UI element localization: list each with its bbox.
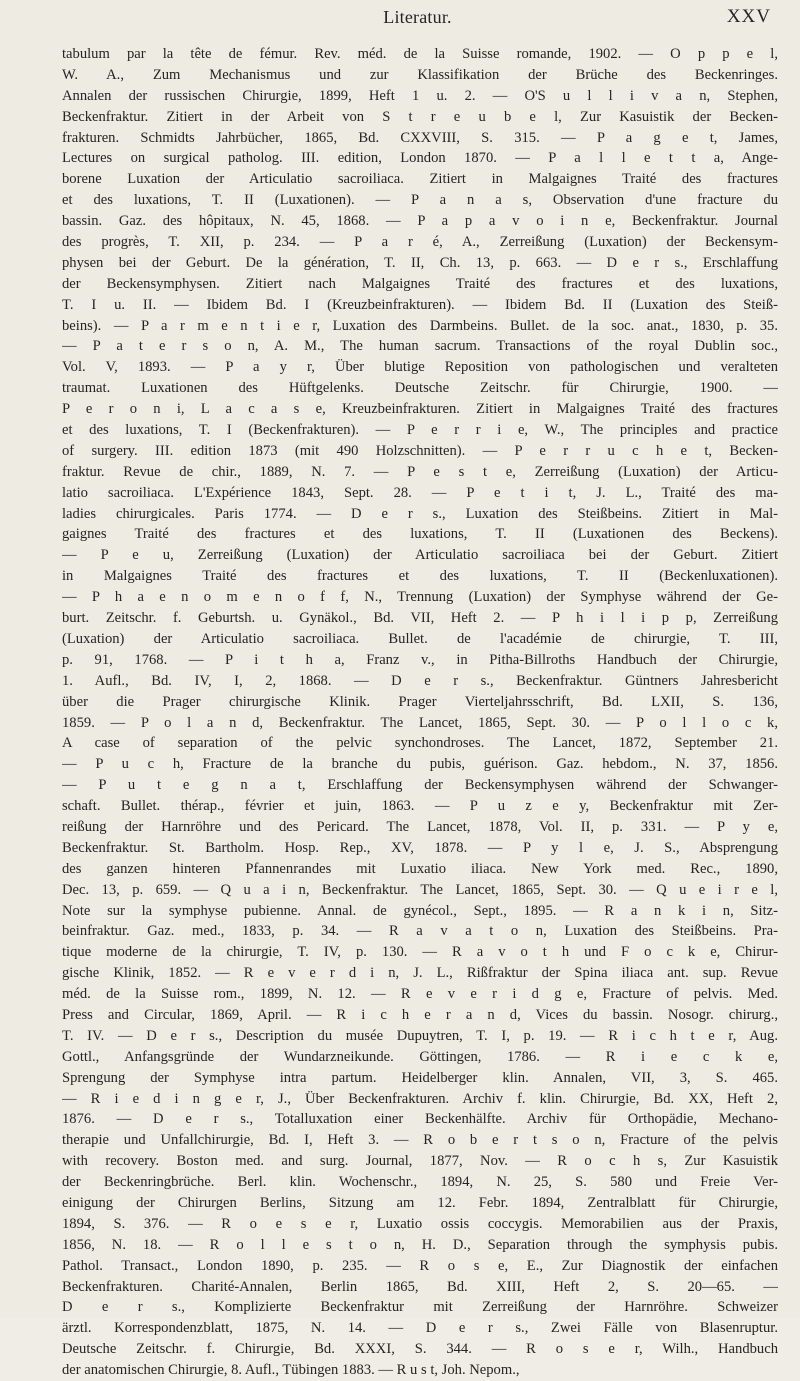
text-line: (Luxation) der Articulatio sacroiliaca. Bullet. de l'académie de chirurgie, T. III, xyxy=(62,630,778,647)
text-line: borene Luxation der Articulatio sacroiliaca. Zitiert in Malgaignes Traité des fractures xyxy=(62,171,778,188)
text-line: Vol. V, 1893. — P a y r, Über blutige Reposition von pathologischen und veralteten xyxy=(62,359,778,376)
text-line: tabulum par la tête de fémur. Rev. méd. de la Suisse romande, 1902. — O p p e l, xyxy=(62,46,778,62)
text-line: Gottl., Anfangsgründe der Wundarzneikunde. Göttingen, 1786. — R i e c k e, xyxy=(62,1048,778,1065)
text-line: latio sacroiliaca. L'Expérience 1843, Sept. 28. — P e t i t, J. L., Traité des ma- xyxy=(62,484,778,501)
text-line: über die Prager chirurgische Klinik. Prager Vierteljahrsschrift, Bd. LXII, S. 136, xyxy=(62,693,778,710)
text-line: des ganzen hinteren Pfannenrandes mit Luxatio iliaca. New York med. Rec., 1890, xyxy=(62,860,778,877)
text-line: T. IV. — D e r s., Description du musée Dupuytren, T. I, p. 19. — R i c h t e r, Aug. xyxy=(62,1027,778,1044)
text-line: ladies chirurgicales. Paris 1774. — D e r s., Luxation des Steißbeins. Zitiert in Mal- xyxy=(62,505,778,522)
text-line: 1856, N. 18. — R o l l e s t o n, H. D., Separation through the symphysis pubis. xyxy=(62,1236,778,1253)
text-line: bassin. Gaz. des hôpitaux, N. 45, 1868. — P a p a v o i n e, Beckenfraktur. Journal xyxy=(62,213,778,230)
text-line: — P e u, Zerreißung (Luxation) der Articulatio sacroiliaca bei der Geburt. Zitiert xyxy=(62,547,778,564)
text-line: in Malgaignes Traité des fractures et des luxations, T. II (Beckenluxationen). xyxy=(62,568,778,585)
text-line: A case of separation of the pelvic synchondroses. The Lancet, 1872, September 21. xyxy=(62,735,778,752)
text-line: with recovery. Boston med. and surg. Journal, 1877, Nov. — R o c h s, Zur Kasuistik xyxy=(62,1153,778,1170)
text-line: ärztl. Korrespondenzblatt, 1875, N. 14. — D e r s., Zwei Fälle von Blasenruptur. xyxy=(62,1320,778,1337)
text-line: p. 91, 1768. — P i t h a, Franz v., in Pitha-Billroths Handbuch der Chirurgie, xyxy=(62,651,778,668)
text-line: — P u c h, Fracture de la branche du pubis, guérison. Gaz. hebdom., N. 37, 1856. xyxy=(62,756,778,773)
text-line: 1894, S. 376. — R o e s e r, Luxatio ossis coccygis. Memorabilien aus der Praxis, xyxy=(62,1215,778,1232)
text-line: frakturen. Schmidts Jahrbücher, 1865, Bd. CXXVIII, S. 315. — P a g e t, James, xyxy=(62,129,778,146)
text-line: of surgery. III. edition 1873 (mit 490 Holzschnitten). — P e r r u c h e t, Becken- xyxy=(62,442,778,459)
text-line: fraktur. Revue de chir., 1889, N. 7. — P e s t e, Zerreißung (Luxation) der Articu- xyxy=(62,463,778,480)
text-line: Deutsche Zeitschr. f. Chirurgie, Bd. XXXI, S. 344. — R o s e r, Wilh., Handbuch xyxy=(62,1341,778,1358)
text-line: méd. de la Suisse rom., 1899, N. 12. — R e v e r i d g e, Fracture of pelvis. Med. xyxy=(62,986,778,1003)
text-line: physen bei der Geburt. De la génération, T. II, Ch. 13, p. 663. — D e r s., Erschlaffung xyxy=(62,254,778,271)
text-line: beins). — P a r m e n t i e r, Luxation des Darmbeins. Bullet. de la soc. anat., 1830, p. 35. xyxy=(62,317,778,334)
text-line: tique moderne de la chirurgie, T. IV, p. 130. — R a v o t h und F o c k e, Chirur- xyxy=(62,944,778,961)
text-line: schaft. Bullet. thérap., février et juin, 1863. — P u z e y, Beckenfraktur mit Zer- xyxy=(62,798,778,815)
text-line: 1859. — P o l a n d, Beckenfraktur. The Lancet, 1865, Sept. 30. — P o l l o c k, xyxy=(62,714,778,731)
text-line: 1. Aufl., Bd. IV, I, 2, 1868. — D e r s., Beckenfraktur. Güntners Jahresbericht xyxy=(62,672,778,689)
text-line: et des luxations, T. II (Luxationen). — P a n a s, Observation d'une fracture du xyxy=(62,192,778,209)
running-title: Literatur. xyxy=(383,7,452,27)
text-line: Lectures on surgical patholog. III. edition, London 1870. — P a l l e t t a, Ange- xyxy=(62,150,778,167)
text-line: — P h a e n o m e n o f f, N., Trennung (Luxation) der Symphyse während der Ge- xyxy=(62,589,778,606)
text-line: therapie und Unfallchirurgie, Bd. I, Heft 3. — R o b e r t s o n, Fracture of the pelvis xyxy=(62,1132,778,1149)
text-line: Pathol. Transact., London 1890, p. 235. — R o s e, E., Zur Diagnostik der einfachen xyxy=(62,1257,778,1274)
text-line: der Beckensymphysen. Zitiert nach Malgaignes Traité des fractures et des luxations, xyxy=(62,275,778,292)
page-number: XXV xyxy=(726,6,771,27)
text-line: — P u t e g n a t, Erschlaffung der Beckensymphysen während der Schwanger- xyxy=(62,777,778,794)
text-line: P e r o n i, L a c a s e, Kreuzbeinfrakturen. Zitiert in Malgaignes Traité des fractures xyxy=(62,401,778,418)
text-line: et des luxations, T. I (Beckenfrakturen). — P e r r i e, W., The principles and practice xyxy=(62,422,778,439)
text-line: Annalen der russischen Chirurgie, 1899, Heft 1 u. 2. — O'S u l l i v a n, Stephen, xyxy=(62,87,778,104)
text-line: T. I u. II. — Ibidem Bd. I (Kreuzbeinfrakturen). — Ibidem Bd. II (Luxation des Steiß- xyxy=(62,296,778,313)
text-line: 1876. — D e r s., Totalluxation einer Beckenhälfte. Archiv für Orthopädie, Mechano- xyxy=(62,1111,778,1128)
text-line: — P a t e r s o n, A. M., The human sacrum. Transactions of the royal Dublin soc., xyxy=(62,338,778,355)
page-header xyxy=(64,3,771,29)
text-line: Dec. 13, p. 659. — Q u a i n, Beckenfraktur. The Lancet, 1865, Sept. 30. — Q u e i r e l, xyxy=(62,881,778,898)
text-line: W. A., Zum Mechanismus und zur Klassifikation der Brüche des Beckenringes. xyxy=(62,66,778,83)
text-line: der Beckenringbrüche. Berl. klin. Wochenschr., 1894, N. 25, S. 580 und Freie Ver- xyxy=(62,1174,778,1191)
text-line: beinfraktur. Gaz. med., 1833, p. 34. — R a v a t o n, Luxation des Steißbeins. Pra- xyxy=(62,923,778,940)
text-line: Beckenfraktur. St. Bartholm. Hosp. Rep., XV, 1878. — P y l e, J. S., Absprengung xyxy=(62,839,778,856)
bibliography-text xyxy=(62,44,778,1381)
text-line: Sprengung der Symphyse intra partum. Heidelberger klin. Annalen, VII, 3, S. 465. xyxy=(62,1069,778,1086)
text-line: Beckenfraktur. Zitiert in der Arbeit von S t r e u b e l, Zur Kasuistik der Becken- xyxy=(62,108,778,125)
text-line: Note sur la symphyse pubienne. Annal. de gynécol., Sept., 1895. — R a n k i n, Sitz- xyxy=(62,902,778,919)
text-line: einigung der Chirurgen Berlins, Sitzung am 12. Febr. 1894, Zentralblatt für Chirurgie, xyxy=(62,1194,778,1211)
text-line: der anatomischen Chirurgie, 8. Aufl., Tübingen 1883. — R u s t, Joh. Nepom., xyxy=(62,1362,520,1379)
text-line: D e r s., Komplizierte Beckenfraktur mit Zerreißung der Harnröhre. Schweizer xyxy=(62,1299,778,1316)
text-line: Press and Circular, 1869, April. — R i c h e r a n d, Vices du bassin. Nosogr. chirurg., xyxy=(62,1006,778,1023)
text-line: traumat. Luxationen des Hüftgelenks. Deutsche Zeitschr. für Chirurgie, 1900. — xyxy=(62,380,778,397)
text-line: burt. Zeitschr. f. Geburtsh. u. Gynäkol., Bd. VII, Heft 2. — P h i l i p p, Zerreißung xyxy=(62,610,778,627)
text-line: des progrès, T. XII, p. 234. — P a r é, A., Zerreißung (Luxation) der Beckensym- xyxy=(62,234,778,251)
text-line: gische Klinik, 1852. — R e v e r d i n, J. L., Rißfraktur der Spina iliaca ant. sup. Revue xyxy=(62,965,778,982)
text-line: gaignes Traité des fractures et des luxations, T. II (Luxationen des Beckens). xyxy=(62,526,778,543)
text-line: — R i e d i n g e r, J., Über Beckenfrakturen. Archiv f. klin. Chirurgie, Bd. XX, Heft 2, xyxy=(62,1090,778,1107)
text-line: reißung der Harnröhre und des Pericard. The Lancet, 1878, Vol. II, p. 331. — P y e, xyxy=(62,818,778,835)
text-line: Beckenfrakturen. Charité-Annalen, Berlin 1865, Bd. XIII, Heft 2, S. 20—65. — xyxy=(62,1278,778,1295)
